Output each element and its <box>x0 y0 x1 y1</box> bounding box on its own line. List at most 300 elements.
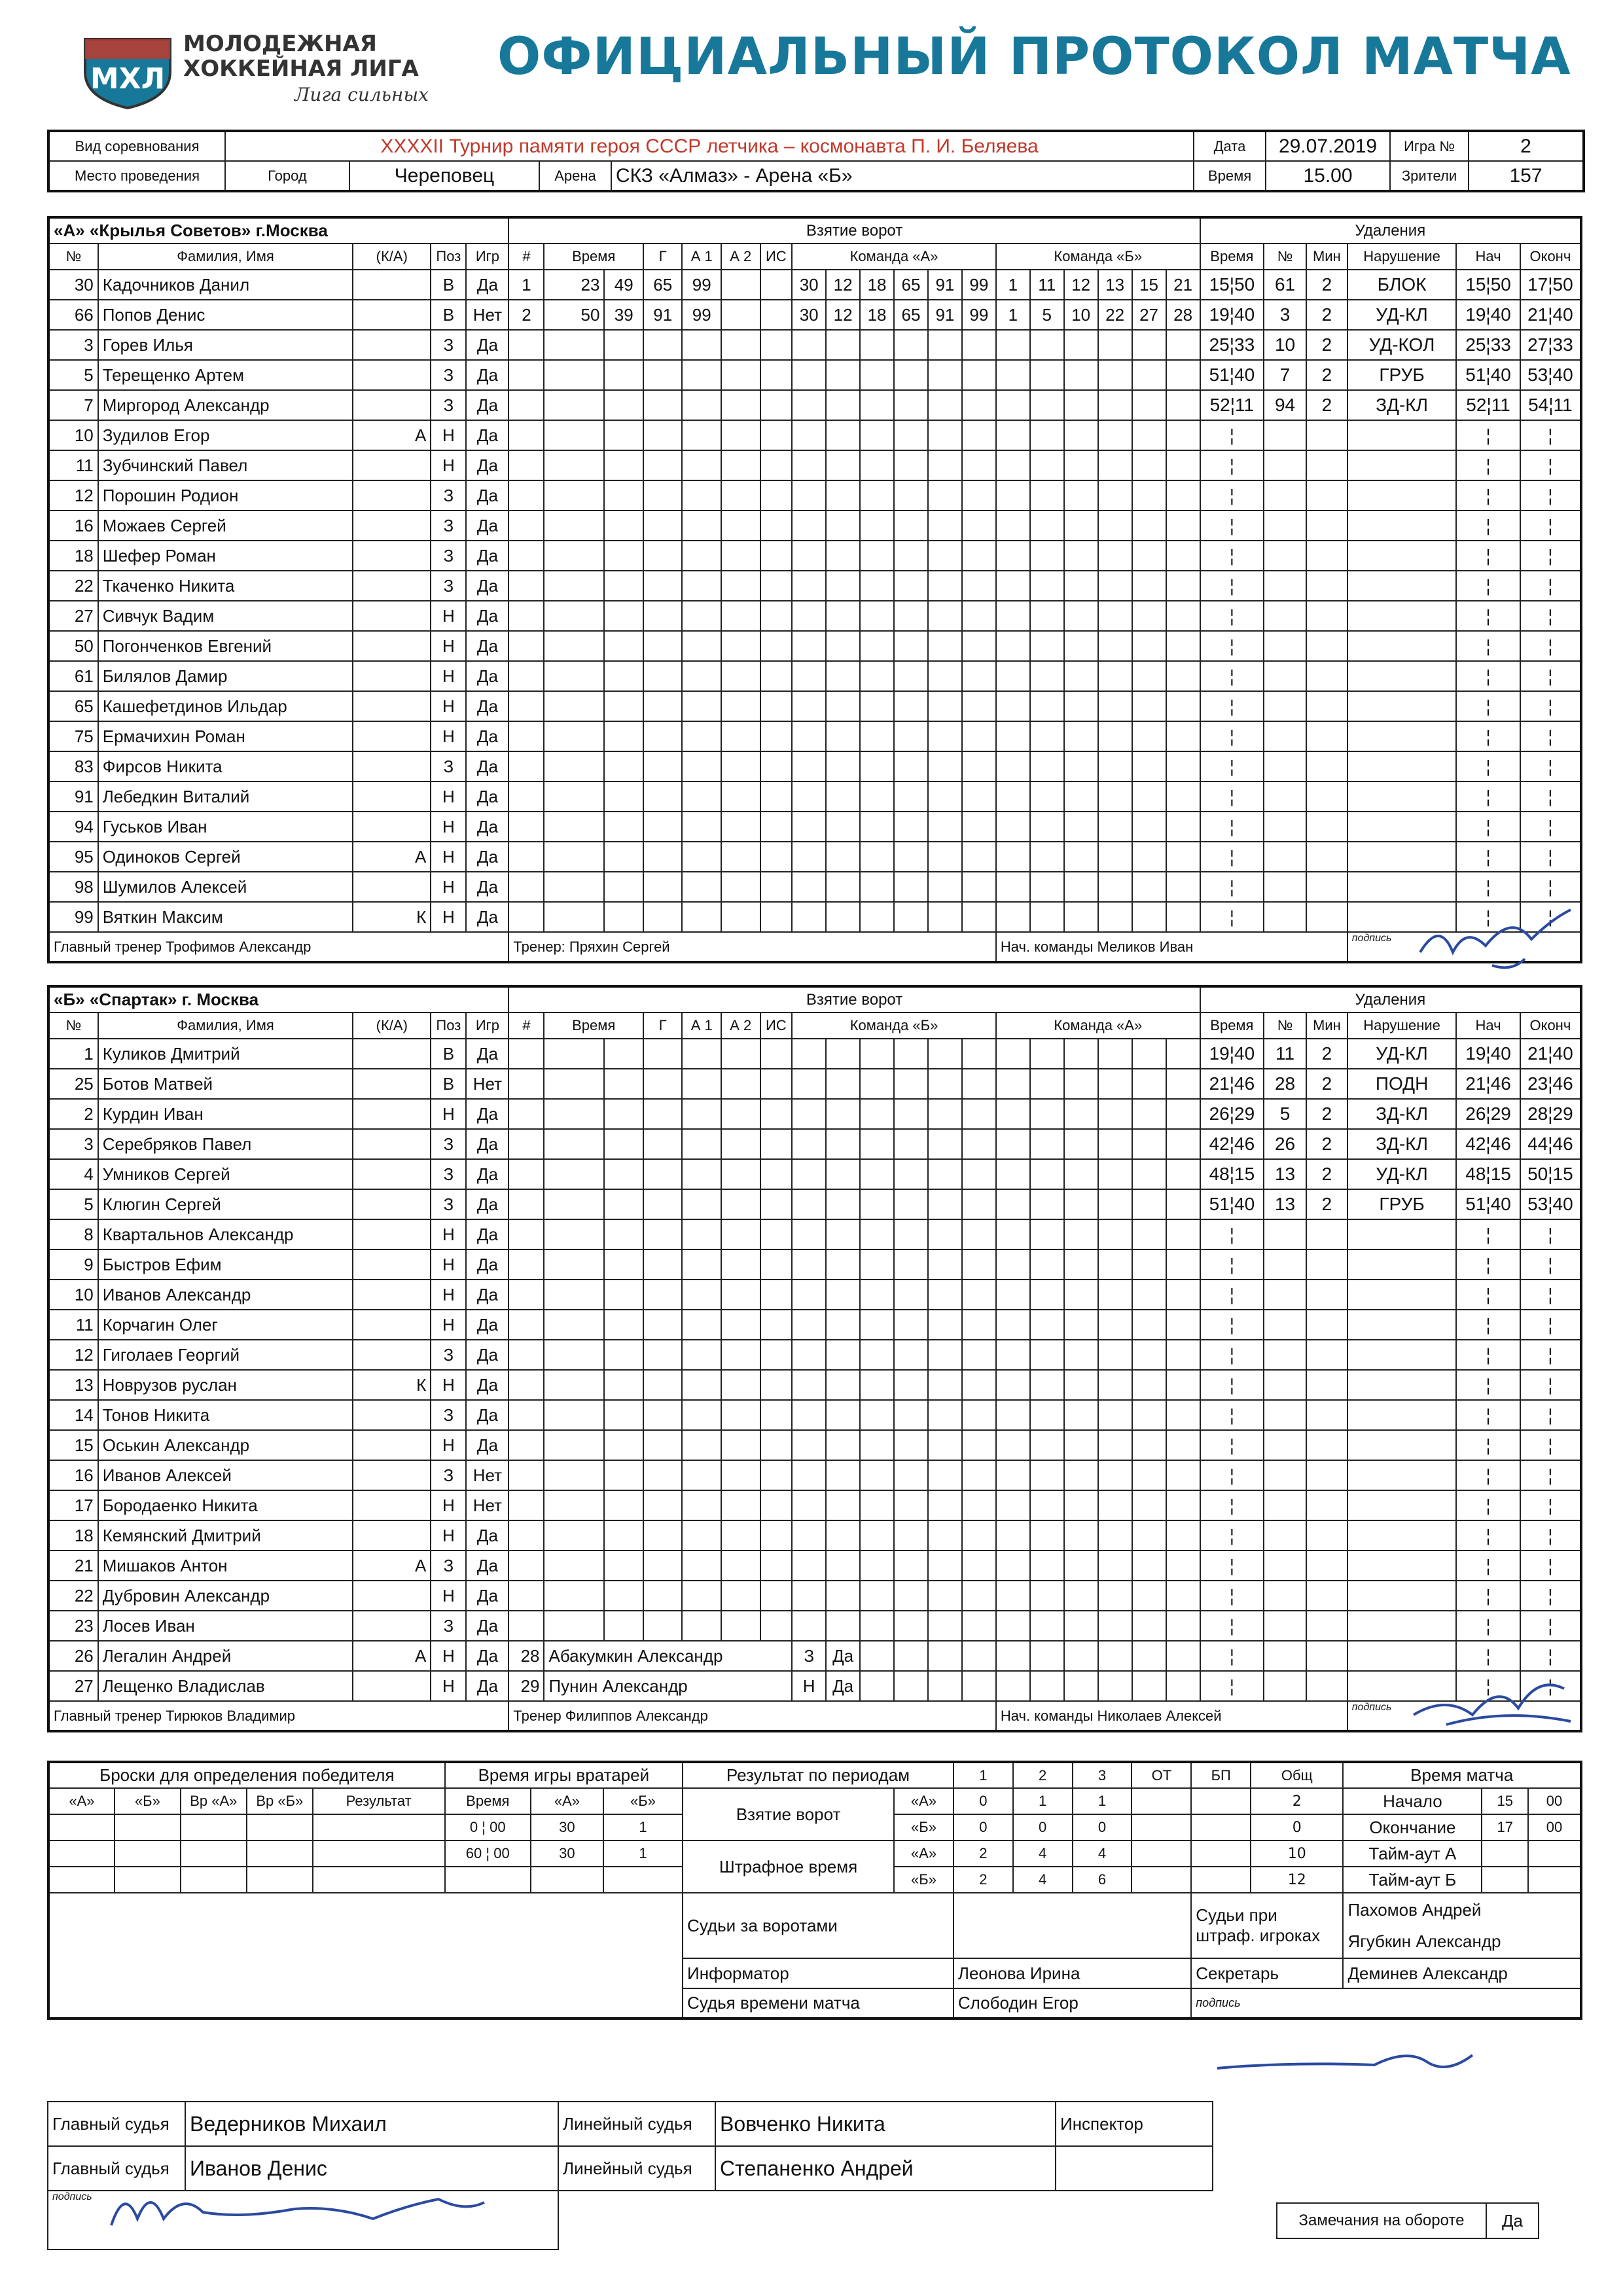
player-position: Н <box>431 902 466 932</box>
team_b-col-ka: (К/А) <box>353 1013 431 1039</box>
team_b-player-row: 16 Иванов Алексей З Нет ¦ ¦ ¦ <box>48 1460 1581 1490</box>
player-role <box>353 1430 431 1460</box>
time-value: 15.00 <box>1266 161 1390 191</box>
player-played: Да <box>466 1370 508 1400</box>
team_b-player-row: 10 Иванов Александр Н Да ¦ ¦ ¦ <box>48 1280 1581 1310</box>
player-number: 18 <box>48 1520 98 1551</box>
player-name: Бородаенко Никита <box>98 1490 353 1520</box>
penalty-end: 23¦46 <box>1520 1069 1581 1099</box>
player-number: 17 <box>48 1490 98 1520</box>
player-played: Да <box>466 270 508 300</box>
goals-b-p1: 0 <box>954 1814 1013 1840</box>
goalie-row2-time: 60 ¦ 00 <box>445 1840 531 1867</box>
team_b-player-row: 8 Квартальнов Александр Н Да ¦ ¦ ¦ <box>48 1219 1581 1249</box>
player-number: 27 <box>48 1671 98 1701</box>
player-number: 91 <box>48 781 98 812</box>
player-played: Да <box>466 1039 508 1069</box>
player-played: Да <box>466 1280 508 1310</box>
player-played: Да <box>466 511 508 541</box>
player-role <box>353 721 431 751</box>
penalty-player: 26 <box>1264 1129 1306 1159</box>
player-position: Н <box>431 721 466 751</box>
player-played: Да <box>466 420 508 450</box>
goal-assist1: 99 <box>682 270 721 300</box>
player-number: 16 <box>48 511 98 541</box>
player-played: Да <box>466 1641 508 1671</box>
penalty-time: 51¦40 <box>1200 360 1264 390</box>
team_a-player-row: 61 Билялов Дамир Н Да ¦ ¦ ¦ <box>48 661 1581 691</box>
period-col-total: Общ <box>1251 1762 1343 1788</box>
goal-own-player: 65 <box>894 270 928 300</box>
player-position: Н <box>431 1641 466 1671</box>
player-name: Можаев Сергей <box>98 511 353 541</box>
goal-assist1: 99 <box>682 300 721 330</box>
player-position: Н <box>431 1280 466 1310</box>
player-number: 11 <box>48 1310 98 1340</box>
penalty-player: 10 <box>1264 330 1306 360</box>
player-role <box>353 1520 431 1551</box>
team_a-player-row: 16 Можаев Сергей З Да ¦ ¦ ¦ <box>48 511 1581 541</box>
player-role <box>353 541 431 571</box>
team_b-sign-label: подпись <box>1347 1701 1581 1731</box>
penalty-time: 15¦50 <box>1200 270 1264 300</box>
penalty-player: 3 <box>1264 300 1306 330</box>
team_b-player-row: 21 Мишаков Антон А З Да ¦ ¦ ¦ <box>48 1551 1581 1581</box>
player-played: Да <box>466 872 508 902</box>
player-played: Да <box>466 721 508 751</box>
team_b-player-row: 22 Дубровин Александр Н Да ¦ ¦ ¦ <box>48 1581 1581 1611</box>
player-position: З <box>431 571 466 601</box>
team_a-player-row: 10 Зудилов Егор А Н Да ¦ ¦ ¦ <box>48 420 1581 450</box>
goal-minute: 23 <box>544 270 604 300</box>
goals-a-p3: 1 <box>1073 1788 1132 1814</box>
team_b-player-row <box>48 1189 1581 1219</box>
match-end-m: 00 <box>1528 1814 1581 1840</box>
pim-b-p1: 2 <box>954 1867 1013 1893</box>
player-role <box>353 661 431 691</box>
player-position: Н <box>431 661 466 691</box>
penalty-time: 48¦15 <box>1200 1159 1264 1189</box>
penalty-violation: БЛОК <box>1347 270 1457 300</box>
team_b-col-team-opp: Команда «А» <box>996 1013 1200 1039</box>
player-role <box>353 1159 431 1189</box>
game-no-value: 2 <box>1469 131 1584 161</box>
player-role <box>353 390 431 420</box>
player-position: З <box>431 390 466 420</box>
spectators-value: 157 <box>1469 161 1584 191</box>
player-number: 13 <box>48 1370 98 1400</box>
player-name: Тонов Никита <box>98 1400 353 1430</box>
extra-player-number: 28 <box>508 1641 544 1671</box>
goal-own-player: 65 <box>894 300 928 330</box>
secretary-sign-label: подпись <box>1191 1988 1581 2018</box>
city-label: Город <box>225 161 349 191</box>
league-name <box>183 31 419 81</box>
period-col-1: 1 <box>954 1762 1013 1788</box>
player-number: 5 <box>48 1189 98 1219</box>
penalty-minutes: 2 <box>1306 390 1347 420</box>
team_a-player-row: 91 Лебедкин Виталий Н Да ¦ ¦ ¦ <box>48 781 1581 812</box>
goal-second: 49 <box>604 270 643 300</box>
player-played: Да <box>466 541 508 571</box>
shootout-col-b: «Б» <box>115 1788 181 1814</box>
penalty-violation: УД-КОЛ <box>1347 330 1457 360</box>
player-played: Да <box>466 751 508 781</box>
player-role <box>353 1249 431 1280</box>
player-role <box>353 1189 431 1219</box>
player-number: 4 <box>48 1159 98 1189</box>
match-end-label: Окончание <box>1343 1814 1482 1840</box>
goals-a-bp <box>1191 1788 1251 1814</box>
player-name: Вяткин Максим <box>98 902 353 932</box>
team_a-player-row <box>48 330 1581 360</box>
penalty-end: 21¦40 <box>1520 300 1581 330</box>
player-played: Да <box>466 450 508 480</box>
player-name: Порошин Родион <box>98 480 353 511</box>
referee-sign-label: подпись <box>48 2191 558 2250</box>
player-number: 25 <box>48 1069 98 1099</box>
extra-player-position: Н <box>792 1671 826 1701</box>
team_b-col-goal-a2: А 2 <box>721 1013 760 1039</box>
player-name: Лосев Иван <box>98 1611 353 1641</box>
player-name: Новрузов руслан <box>98 1370 353 1400</box>
goals-team-b: «Б» <box>894 1814 954 1840</box>
period-col-3: 3 <box>1073 1762 1132 1788</box>
linesman-label-2: Линейный судья <box>558 2146 715 2191</box>
goals-a-ot <box>1132 1788 1191 1814</box>
secretary-signature <box>1211 2042 1486 2081</box>
referee-1: Ведерников Михаил <box>185 2102 558 2146</box>
goal-own-player: 99 <box>962 270 996 300</box>
penalty-end: 53¦40 <box>1520 360 1581 390</box>
team_a-player-row: 18 Шефер Роман З Да ¦ ¦ ¦ <box>48 541 1581 571</box>
goals-a-total: 2 <box>1251 1788 1343 1814</box>
player-role <box>353 1099 431 1129</box>
player-number: 75 <box>48 721 98 751</box>
team-b-signature <box>1407 1669 1584 1734</box>
team_b-player-row <box>48 1069 1581 1099</box>
player-role <box>353 511 431 541</box>
player-number: 5 <box>48 360 98 390</box>
player-role <box>353 1581 431 1611</box>
player-name: Иванов Алексей <box>98 1460 353 1490</box>
penalty-time: 19¦40 <box>1200 300 1264 330</box>
goal-opp-player: 1 <box>996 270 1030 300</box>
penalty-end: 50¦15 <box>1520 1159 1581 1189</box>
player-position: Н <box>431 450 466 480</box>
goal-situation <box>760 270 793 300</box>
goal-scorer: 91 <box>643 300 683 330</box>
player-played: Да <box>466 1099 508 1129</box>
goalie-row1-b: 1 <box>603 1814 683 1840</box>
player-role <box>353 751 431 781</box>
team_b-col-pen-end: Оконч <box>1520 1013 1581 1039</box>
player-role: А <box>353 420 431 450</box>
extra-player-name: Абакумкин Александр <box>544 1641 792 1671</box>
team_b-pen-title: Удаления <box>1200 986 1581 1013</box>
player-role <box>353 1039 431 1069</box>
goals-a-p1: 0 <box>954 1788 1013 1814</box>
penalty-time: 21¦46 <box>1200 1069 1264 1099</box>
player-number: 22 <box>48 1581 98 1611</box>
player-position: В <box>431 300 466 330</box>
player-position: Н <box>431 812 466 842</box>
timekeeper-label: Судья времени матча <box>683 1988 954 2018</box>
game-no-label: Игра № <box>1390 131 1469 161</box>
player-role <box>353 872 431 902</box>
goal-opp-player: 28 <box>1166 300 1200 330</box>
arena-value: СКЗ «Алмаз» - Арена «Б» <box>611 161 1194 191</box>
player-position: Н <box>431 631 466 661</box>
player-position: В <box>431 1069 466 1099</box>
goal-number: 2 <box>508 300 544 330</box>
goalie-col-b: «Б» <box>603 1788 683 1814</box>
player-played: Да <box>466 1219 508 1249</box>
extra-player-number: 29 <box>508 1671 544 1701</box>
referee-label-2: Главный судья <box>48 2146 185 2191</box>
player-name: Мишаков Антон <box>98 1551 353 1581</box>
penalty-violation: ЗД-КЛ <box>1347 1129 1457 1159</box>
player-number: 50 <box>48 631 98 661</box>
player-position: Н <box>431 1310 466 1340</box>
team_a-pen-title: Удаления <box>1200 217 1581 243</box>
time-label: Время <box>1194 161 1266 191</box>
informer-value: Леонова Ирина <box>954 1958 1191 1988</box>
penalty-end: 27¦33 <box>1520 330 1581 360</box>
player-role <box>353 360 431 390</box>
team_a-col-goal-time: Время <box>544 243 643 270</box>
player-position: Н <box>431 1520 466 1551</box>
player-number: 95 <box>48 842 98 872</box>
team_a-col-goal-a2: А 2 <box>721 243 760 270</box>
inspector-label: Инспектор <box>1056 2102 1213 2146</box>
team_b-col-no: № <box>48 1013 98 1039</box>
goal-own-player: 91 <box>928 270 962 300</box>
penalty-start: 51¦40 <box>1456 1189 1520 1219</box>
penalty-minutes: 2 <box>1306 270 1347 300</box>
team_b-head-coach: Главный тренер Тирюков Владимир <box>48 1701 508 1731</box>
team_a-col-no: № <box>48 243 98 270</box>
period-col-ot: ОТ <box>1132 1762 1191 1788</box>
player-name: Легалин Андрей <box>98 1641 353 1671</box>
player-number: 30 <box>48 270 98 300</box>
player-name: Гиголаев Георгий <box>98 1340 353 1370</box>
player-name: Кашефетдинов Ильдар <box>98 691 353 721</box>
team_a-player-row: 50 Погонченков Евгений Н Да ¦ ¦ ¦ <box>48 631 1581 661</box>
player-number: 11 <box>48 450 98 480</box>
penalty-violation: ЗД-КЛ <box>1347 1099 1457 1129</box>
team_b-col-goal-a1: А 1 <box>682 1013 721 1039</box>
team_b-player-row <box>48 1039 1581 1069</box>
player-name: Билялов Дамир <box>98 661 353 691</box>
player-played: Да <box>466 1249 508 1280</box>
goalie-row2-b: 1 <box>603 1840 683 1867</box>
team_a-col-name: Фамилия, Имя <box>98 243 353 270</box>
team_a-player-row: 95 Одиноков Сергей А Н Да ¦ ¦ ¦ <box>48 842 1581 872</box>
team_a-col-pen-end: Оконч <box>1520 243 1581 270</box>
player-name: Кадочников Данил <box>98 270 353 300</box>
player-number: 61 <box>48 661 98 691</box>
team_a-player-row <box>48 390 1581 420</box>
player-played: Да <box>466 631 508 661</box>
team_b-player-row: 18 Кемянский Дмитрий Н Да ¦ ¦ ¦ <box>48 1520 1581 1551</box>
player-position: З <box>431 1340 466 1370</box>
match-start-m: 00 <box>1528 1788 1581 1814</box>
team_b-player-row: 23 Лосев Иван З Да ¦ ¦ ¦ <box>48 1611 1581 1641</box>
team_b-player-row: 14 Тонов Никита З Да ¦ ¦ ¦ <box>48 1400 1581 1430</box>
league-slogan: Лига сильных <box>294 84 429 105</box>
player-name: Шефер Роман <box>98 541 353 571</box>
player-role <box>353 330 431 360</box>
player-number: 27 <box>48 601 98 631</box>
player-role <box>353 1611 431 1641</box>
player-position: Н <box>431 1581 466 1611</box>
player-position: З <box>431 1611 466 1641</box>
secretary-label: Секретарь <box>1191 1958 1343 1988</box>
player-position: З <box>431 1159 466 1189</box>
goal-second: 39 <box>604 300 643 330</box>
player-played: Да <box>466 1551 508 1581</box>
player-role <box>353 691 431 721</box>
player-name: Лебедкин Виталий <box>98 781 353 812</box>
team_b-player-row: 12 Гиголаев Георгий З Да ¦ ¦ ¦ <box>48 1340 1581 1370</box>
player-role <box>353 1460 431 1490</box>
team_a-coach: Тренер: Пряхин Сергей <box>508 932 995 962</box>
player-name: Зудилов Егор <box>98 420 353 450</box>
player-name: Ботов Матвей <box>98 1069 353 1099</box>
penalty-end: 17¦50 <box>1520 270 1581 300</box>
goal-opp-player: 15 <box>1132 270 1166 300</box>
team_b-player-row: 17 Бородаенко Никита Н Нет ¦ ¦ ¦ <box>48 1490 1581 1520</box>
team-a-block <box>47 216 1582 963</box>
penalty-end: 54¦11 <box>1520 390 1581 420</box>
player-played: Нет <box>466 1069 508 1099</box>
penalty-minutes: 2 <box>1306 1069 1347 1099</box>
player-role: А <box>353 1641 431 1671</box>
player-position: З <box>431 1460 466 1490</box>
pim-team-a: «А» <box>894 1840 954 1867</box>
team_a-player-row: 65 Кашефетдинов Ильдар Н Да ¦ ¦ ¦ <box>48 691 1581 721</box>
goals-b-p2: 0 <box>1013 1814 1073 1840</box>
team-b-block <box>47 985 1582 1732</box>
competition-label: Вид соревнования <box>48 131 225 161</box>
player-number: 23 <box>48 1611 98 1641</box>
goal-opp-player: 27 <box>1132 300 1166 330</box>
team_b-player-row: 11 Корчагин Олег Н Да ¦ ¦ ¦ <box>48 1310 1581 1340</box>
goal-minute: 50 <box>544 300 604 330</box>
player-name: Горев Илья <box>98 330 353 360</box>
logo-text: МХЛ <box>90 62 166 96</box>
player-role <box>353 631 431 661</box>
team_b-player-row <box>48 1159 1581 1189</box>
player-role <box>353 1069 431 1099</box>
player-role <box>353 1490 431 1520</box>
team_b-player-row: 9 Быстров Ефим Н Да ¦ ¦ ¦ <box>48 1249 1581 1280</box>
player-role <box>353 1129 431 1159</box>
player-role <box>353 812 431 842</box>
player-position: З <box>431 480 466 511</box>
penalty-start: 51¦40 <box>1456 360 1520 390</box>
player-name: Корчагин Олег <box>98 1310 353 1340</box>
player-position: В <box>431 270 466 300</box>
periods-title: Результат по периодам <box>683 1762 954 1788</box>
goal-scorer: 65 <box>643 270 683 300</box>
team_a-player-row: 22 Ткаченко Никита З Да ¦ ¦ ¦ <box>48 571 1581 601</box>
referee-2: Иванов Денис <box>185 2146 558 2191</box>
goal-opp-player: 1 <box>996 300 1030 330</box>
linesman-label-1: Линейный судья <box>558 2102 715 2146</box>
player-role <box>353 1310 431 1340</box>
player-name: Оськин Александр <box>98 1430 353 1460</box>
player-played: Да <box>466 842 508 872</box>
player-played: Нет <box>466 300 508 330</box>
goal-own-player: 30 <box>792 300 826 330</box>
penalty-player: 5 <box>1264 1099 1306 1129</box>
penalty-time: 25¦33 <box>1200 330 1264 360</box>
team_b-col-name: Фамилия, Имя <box>98 1013 353 1039</box>
player-number: 14 <box>48 1400 98 1430</box>
team_a-player-row <box>48 270 1581 300</box>
player-position: Н <box>431 1099 466 1129</box>
player-played: Да <box>466 902 508 932</box>
match-end-h: 17 <box>1482 1814 1528 1840</box>
player-name: Куликов Дмитрий <box>98 1039 353 1069</box>
penalty-start: 15¦50 <box>1456 270 1520 300</box>
team_b-player-row: 27 Лещенко Владислав Н Да 29 Пунин Александр Н Да ¦ ¦ ¦ <box>48 1671 1581 1701</box>
player-played: Да <box>466 1189 508 1219</box>
period-col-2: 2 <box>1013 1762 1073 1788</box>
player-played: Да <box>466 1400 508 1430</box>
goal-own-player: 30 <box>792 270 826 300</box>
goal-opp-player: 5 <box>1030 300 1064 330</box>
player-played: Да <box>466 1520 508 1551</box>
timeout-a-label: Тайм-аут А <box>1343 1840 1482 1867</box>
extra-player-name: Пунин Александр <box>544 1671 792 1701</box>
competition-value: XXXXII Турнир памяти героя СССР летчика – космонавта П. И. Беляева <box>225 131 1194 161</box>
penalty-player: 28 <box>1264 1069 1306 1099</box>
penalty-violation: УД-КЛ <box>1347 300 1457 330</box>
penalty-time: 51¦40 <box>1200 1189 1264 1219</box>
penalty-player: 13 <box>1264 1189 1306 1219</box>
penalty-player: 94 <box>1264 390 1306 420</box>
player-role <box>353 1280 431 1310</box>
penalty-time: 26¦29 <box>1200 1099 1264 1129</box>
player-position: Н <box>431 601 466 631</box>
penalty-player: 7 <box>1264 360 1306 390</box>
player-number: 3 <box>48 330 98 360</box>
team_a-player-row <box>48 360 1581 390</box>
player-played: Да <box>466 1581 508 1611</box>
player-position: З <box>431 751 466 781</box>
secretary-value: Деминев Александр <box>1343 1958 1581 1988</box>
goals-b-p3: 0 <box>1073 1814 1132 1840</box>
player-played: Да <box>466 812 508 842</box>
goal-own-player: 99 <box>962 300 996 330</box>
notes-table <box>1276 2202 1539 2239</box>
team_b-col-goal-time: Время <box>544 1013 643 1039</box>
team_a-col-pen-time: Время <box>1200 243 1264 270</box>
penalty-minutes: 2 <box>1306 1159 1347 1189</box>
player-number: 22 <box>48 571 98 601</box>
team_a-col-pos: Поз <box>431 243 466 270</box>
team_b-col-team-own: Команда «Б» <box>792 1013 996 1039</box>
date-value: 29.07.2019 <box>1266 131 1390 161</box>
pim-a-ot <box>1132 1840 1191 1867</box>
player-played: Да <box>466 480 508 511</box>
team_a-title: «А» «Крылья Советов» г.Москва <box>48 217 508 243</box>
team_a-player-row: 27 Сивчук Вадим Н Да ¦ ¦ ¦ <box>48 601 1581 631</box>
player-position: Н <box>431 872 466 902</box>
